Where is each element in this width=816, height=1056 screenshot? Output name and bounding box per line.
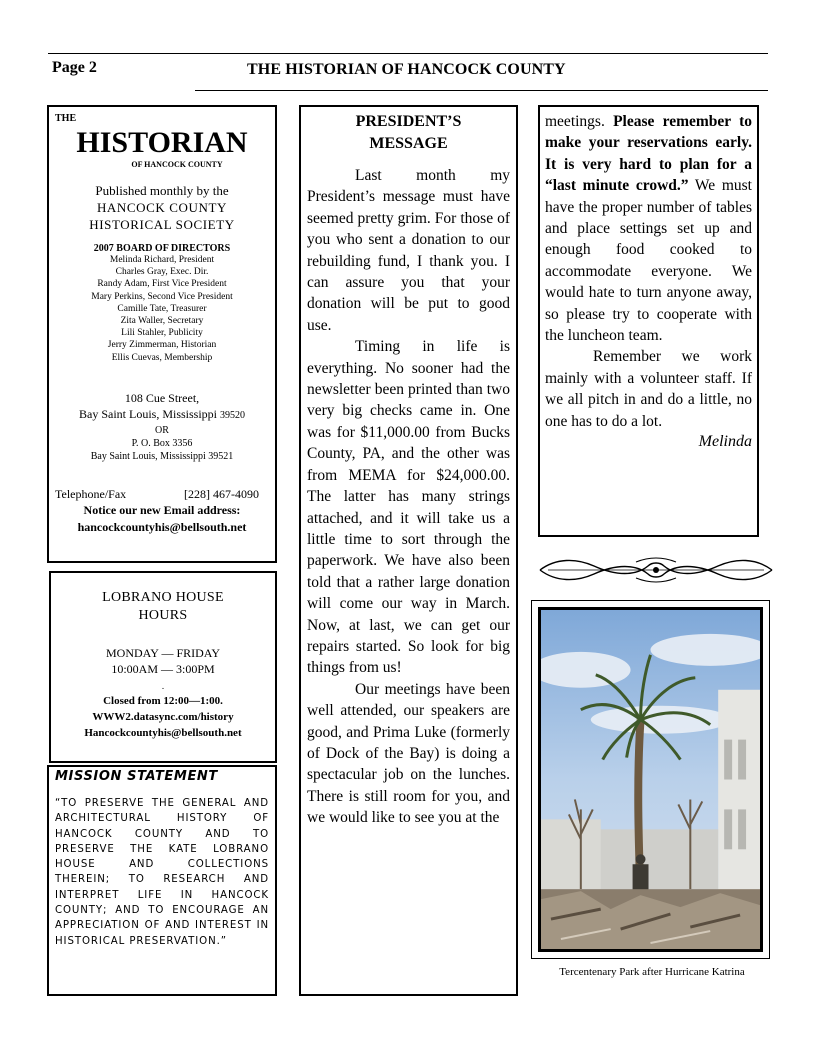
masthead-box [47,105,277,563]
continued-paragraph-2: Remember we work mainly with a volunteer staff. If we all pitch in and do a little, no one has to do a lot. [545,348,752,430]
lobrano-closed: Closed from 12:00—1:00. [103,695,223,707]
president-title-2: MESSAGE [369,135,448,152]
photo-frame [531,600,770,959]
address-zip: 39520 [220,409,246,421]
message-continued-box [538,105,759,537]
signature: Melinda [698,433,752,451]
president-body [307,165,510,829]
lobrano-title-1: LOBRANO HOUSE [102,590,224,605]
continued-body [545,111,752,432]
society-line-1: HANCOCK COUNTY [96,200,228,215]
lobrano-days: MONDAY — FRIDAY [105,646,221,660]
telephone-label: Telephone/Fax [55,486,127,501]
board-list [55,254,269,364]
po-box: P. O. Box 3356 [131,437,193,449]
continued-paragraph-1 [545,111,752,346]
mission-title: MISSION STATEMENT [55,769,218,784]
presidents-message-box [299,105,518,996]
masthead-historian: HISTORIAN [76,126,248,159]
mission-body: “TO PRESERVE THE GENERAL AND ARCHITECTURAL HISTORY OF HANCOCK COUNTY AND TO PRESERVE THE KATE LOBRANO HOUSE AND COLLECTIONS THEREIN; TO RESEARCH AND INTERPRET LIFE IN HANCOCK COUNTY; AND TO ENCOURAGE AN APPRECIATION OF AND INTEREST IN HISTORICAL PRESERVATION.” [55,798,269,947]
society-line-2: HISTORICAL SOCIETY [89,217,235,232]
telephone-number: [228] 467-4090 [184,486,259,501]
lobrano-title-2: HOURS [138,608,188,623]
header-rule-top [48,53,768,54]
published-line: Published monthly by the [95,183,229,198]
photo-caption: Tercentenary Park after Hurricane Katrina [559,966,745,978]
address-street: 108 Cue Street, [124,390,200,405]
board-member: Ellis Cuevas, Membership [111,352,213,363]
board-member: Charles Gray, Exec. Dir. [115,267,209,278]
page-number: Page 2 [52,59,97,76]
address-city [55,406,269,424]
masthead-the: THE [55,113,77,124]
president-paragraph-2: Timing in life is everything. No sooner had the newsletter been printed than two very big checks came in. One was for $11,000.00 from Bucks County, PA, and the other was from MEMA for $24,000.00. The latter has many strings attached, and it will take us a little time to sort through the paperwork. We have also been told that a rather large donation will come our way in March. Now, at last, we can get our repairs started. So look for big things from us! [307,338,510,677]
board-member: Lili Stahler, Publicity [121,328,203,339]
continued-reservation-notice: Please remember to make your reservations early. It is very hard to plan for a “last minute crowd.” [545,113,752,195]
address-or: OR [155,424,169,436]
lobrano-hours-box [49,571,277,763]
lobrano-email[interactable]: Hancockcountyhis@bellsouth.net [84,727,242,739]
masthead-of-hancock: OF HANCOCK COUNTY [131,160,223,169]
mission-statement-box [47,765,277,996]
address-city-name: Bay Saint Louis, Mississippi [78,406,218,421]
palm-tree-ruins-image [541,610,760,949]
president-paragraph-3: Our meetings have been well attended, our speakers are good, and Prima Luke (formerly of Dock of the Bay) is doing a spectacular job on the lunches. There is still room for you, and we would like to see you at the [307,680,510,827]
park-photo [538,607,763,952]
board-member: Mary Perkins, Second Vice President [91,291,233,302]
board-title: 2007 BOARD OF DIRECTORS [93,243,231,254]
continued-lead: meetings. [545,113,605,130]
board-member: Melinda Richard, President [109,255,215,265]
lobrano-hours: 10:00AM — 3:00PM [111,662,215,676]
email-address[interactable]: hancockcountyhis@bellsouth.net [77,519,247,534]
telephone-line [55,487,269,502]
lobrano-dot: . [161,681,165,691]
email-notice: Notice our new Email address: [83,502,241,517]
header-rule-bottom [195,90,768,91]
continued-rest: We must have the proper number of tables and place settings set up and enough food cooked to accommodate everyone. We would hate to turn anyone away, so please try to cooperate with the luncheon team. [545,177,752,345]
newsletter-header-title: THE HISTORIAN OF HANCOCK COUNTY [247,61,566,78]
board-member: Zita Waller, Secretary [120,316,204,327]
board-member: Jerry Zimmerman, Historian [107,340,217,351]
president-paragraph-1: Last month my President’s message must have seemed pretty grim. For those of you who sent a donation to our rebuilding fund, I thank you. I can assure you that your donation will be put to good use. [307,167,510,334]
board-member: Randy Adam, First Vice President [97,279,227,290]
po-city: Bay Saint Louis, Mississippi 39521 [90,450,234,462]
lobrano-website[interactable]: WWW2.datasync.com/history [92,711,234,723]
president-title-1: PRESIDENT’S [355,113,462,130]
decorative-scroll-divider [536,554,776,586]
board-member: Camille Tate, Treasurer [117,303,207,314]
